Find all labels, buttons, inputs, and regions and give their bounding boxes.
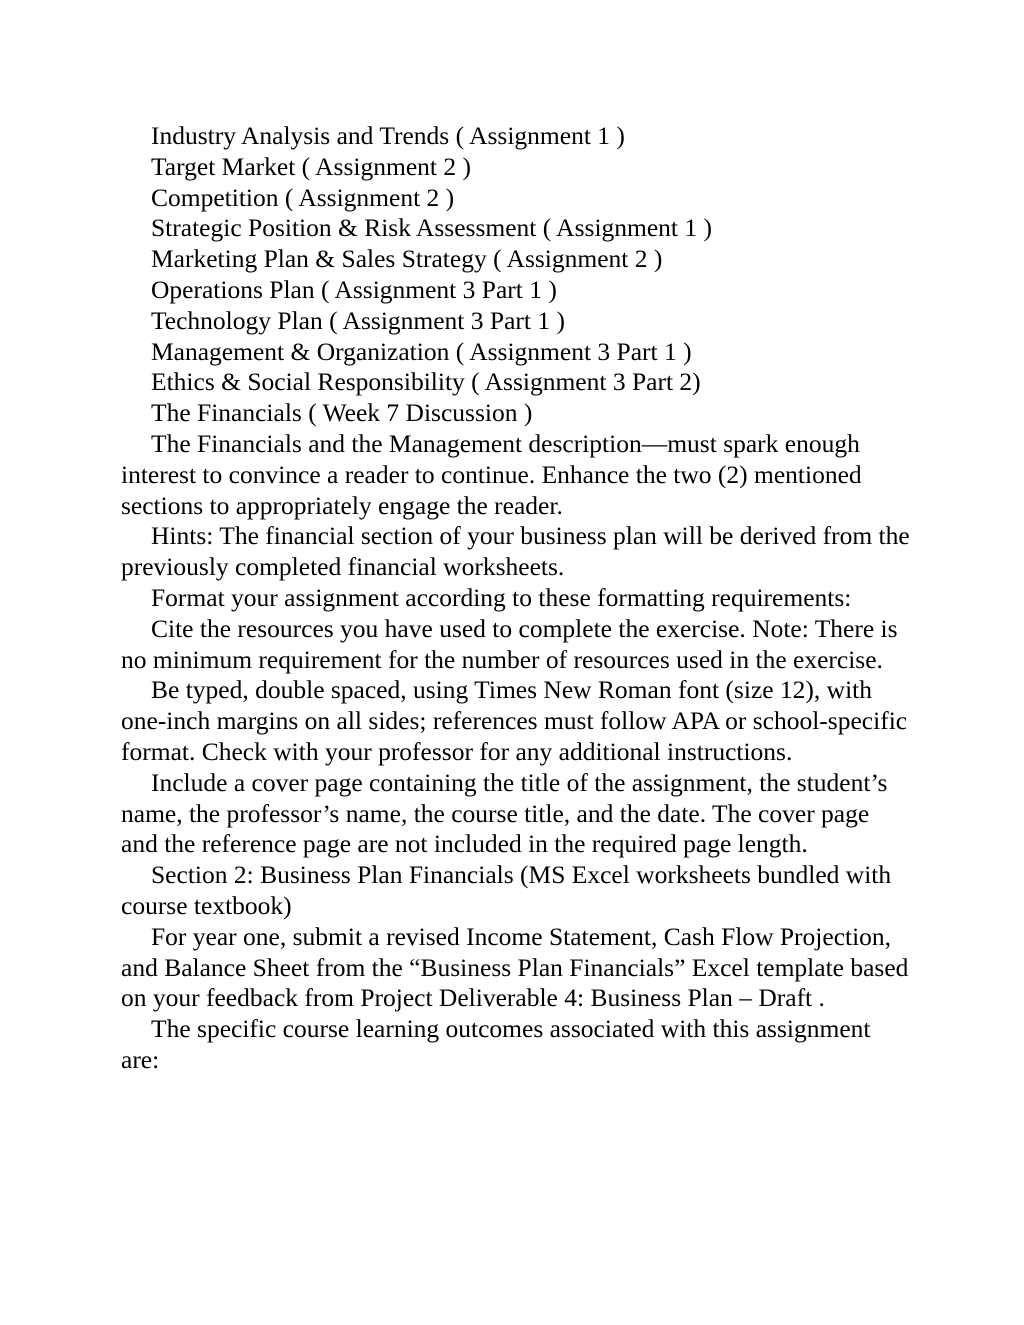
outline-item-strategic-position: Strategic Position & Risk Assessment ( Assignment 1 ) (151, 213, 713, 243)
outline-item-operations-plan: Operations Plan ( Assignment 3 Part 1 ) (151, 274, 557, 304)
paragraph-hints: Hints: The financial section of your business plan will be derived from the previously completed financial worksheets. (121, 521, 910, 582)
paragraph-cite-resources: Cite the resources you have used to complete the exercise. Note: There is no minimum requirement for the number of resources used in the exercise. (121, 613, 898, 674)
outline-item-ethics: Ethics & Social Responsibility ( Assignment 3 Part 2) (151, 367, 701, 397)
paragraph-learning-outcomes: The specific course learning outcomes associated with this assignment are: (121, 1014, 871, 1074)
paragraph-year-one-submission: For year one, submit a revised Income Statement, Cash Flow Projection, and Balance Sheet from the “Business Plan Financials” Excel template based on your feedback from Project Deliverable 4: Business Plan – Draft . (121, 921, 909, 1013)
paragraph-section-2-heading: Section 2: Business Plan Financials (MS Excel worksheets bundled with course textbook) (121, 860, 892, 920)
outline-item-management-organization: Management & Organization ( Assignment 3 Part 1 ) (151, 336, 692, 366)
outline-item-competition: Competition ( Assignment 2 ) (151, 182, 455, 212)
paragraph-cover-page: Include a cover page containing the title of the assignment, the student’s name, the professor’s name, the course title, and the date. The cover page and the reference page are not included in the required page length. (121, 767, 888, 859)
paragraph-financials-management: The Financials and the Management description—must spark enough interest to convince a reader to continue. Enhance the two (2) mentioned sections to appropriately engage the reader. (121, 428, 862, 520)
outline-item-technology-plan: Technology Plan ( Assignment 3 Part 1 ) (151, 305, 565, 335)
document-body (121, 121, 911, 1076)
outline-item-financials: The Financials ( Week 7 Discussion ) (151, 398, 533, 428)
paragraph-format-intro: Format your assignment according to these formatting requirements: (151, 582, 852, 612)
outline-item-target-market: Target Market ( Assignment 2 ) (151, 151, 471, 181)
paragraph-typing-requirements: Be typed, double spaced, using Times New Roman font (size 12), with one-inch margins on all sides; references must follow APA or school-specific format. Check with your professor for any additional instructions. (121, 675, 908, 766)
outline-item-industry-analysis: Industry Analysis and Trends ( Assignment 1 ) (151, 121, 625, 150)
outline-item-marketing-plan: Marketing Plan & Sales Strategy ( Assignment 2 ) (151, 244, 663, 274)
